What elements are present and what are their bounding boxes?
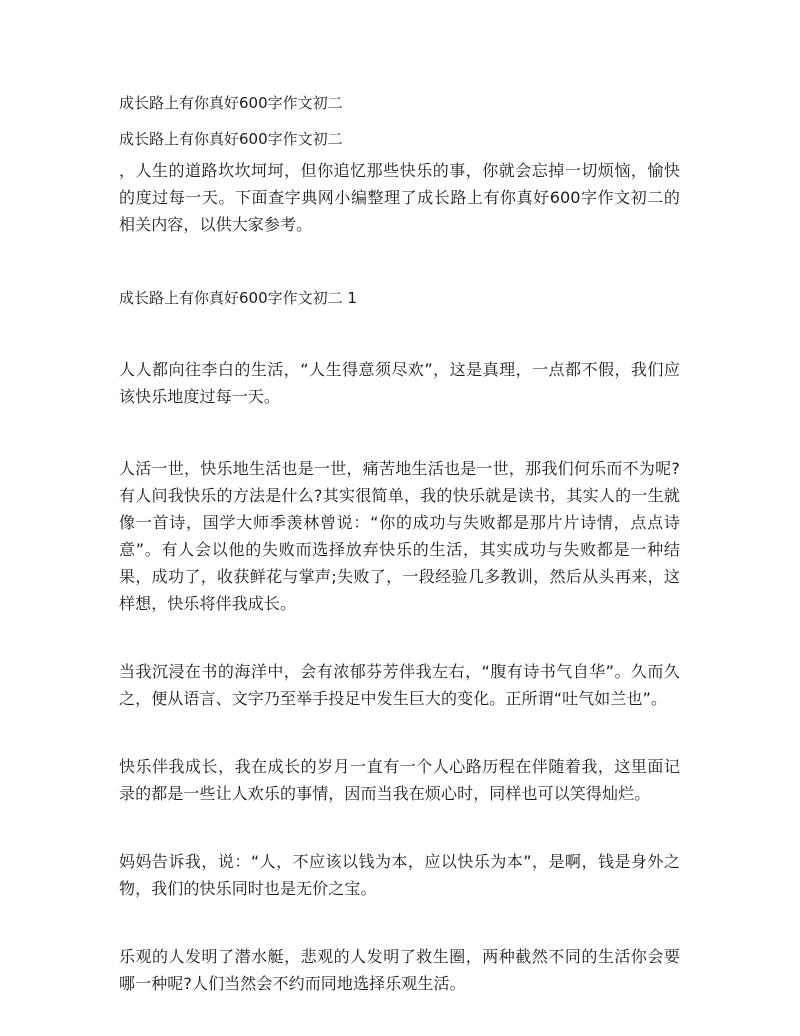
body-paragraph: 妈妈告诉我，说：“人，不应该以钱为本，应以快乐为本”，是啊，钱是身外之物，我们的快乐同时也是无价之宝。 xyxy=(119,852,680,898)
section-title: 成长路上有你真好600字作文初二 1 xyxy=(119,289,357,307)
body-paragraph: 人人都向往李白的生活，“人生得意须尽欢”，这是真理，一点都不假，我们应该快乐地度过每一天。 xyxy=(119,360,680,406)
body-paragraph: 乐观的人发明了潜水艇，悲观的人发明了救生圈，两种截然不同的生活你会要哪一种呢?人们当然会不约而同地选择乐观生活。 xyxy=(119,947,680,993)
body-paragraph: 快乐伴我成长，我在成长的岁月一直有一个人心路历程在伴随着我，这里面记录的都是一些让人欢乐的事情，因而当我在烦心时，同样也可以笑得灿烂。 xyxy=(119,757,680,803)
document-subtitle: 成长路上有你真好600字作文初二 xyxy=(119,130,343,148)
document-title: 成长路上有你真好600字作文初二 xyxy=(119,94,343,112)
intro-paragraph: ，人生的道路坎坎坷坷，但你追忆那些快乐的事，你就会忘掉一切烦恼，愉快的度过每一天。下面查字典网小编整理了成长路上有你真好600字作文初二的相关内容，以供大家参考。 xyxy=(119,161,680,234)
body-paragraph: 人活一世，快乐地生活也是一世，痛苦地生活也是一世，那我们何乐而不为呢?有人问我快乐的方法是什么?其实很简单，我的快乐就是读书，其实人的一生就像一首诗，国学大师季羡林曾说：“你的成功与失败都是那片片诗情，点点诗意”。有人会以他的失败而选择放弃快乐的生活，其实成功与失败都是一种结果，成功了，收获鲜花与掌声;失败了，一段经验几多教训，然后从头再来，这样想，快乐将伴我成长。 xyxy=(119,459,680,613)
body-paragraph: 当我沉浸在书的海洋中，会有浓郁芬芳伴我左右，“腹有诗书气自华”。久而久之，便从语言、文字乃至举手投足中发生巨大的变化。正所谓“吐气如兰也”。 xyxy=(119,662,680,708)
